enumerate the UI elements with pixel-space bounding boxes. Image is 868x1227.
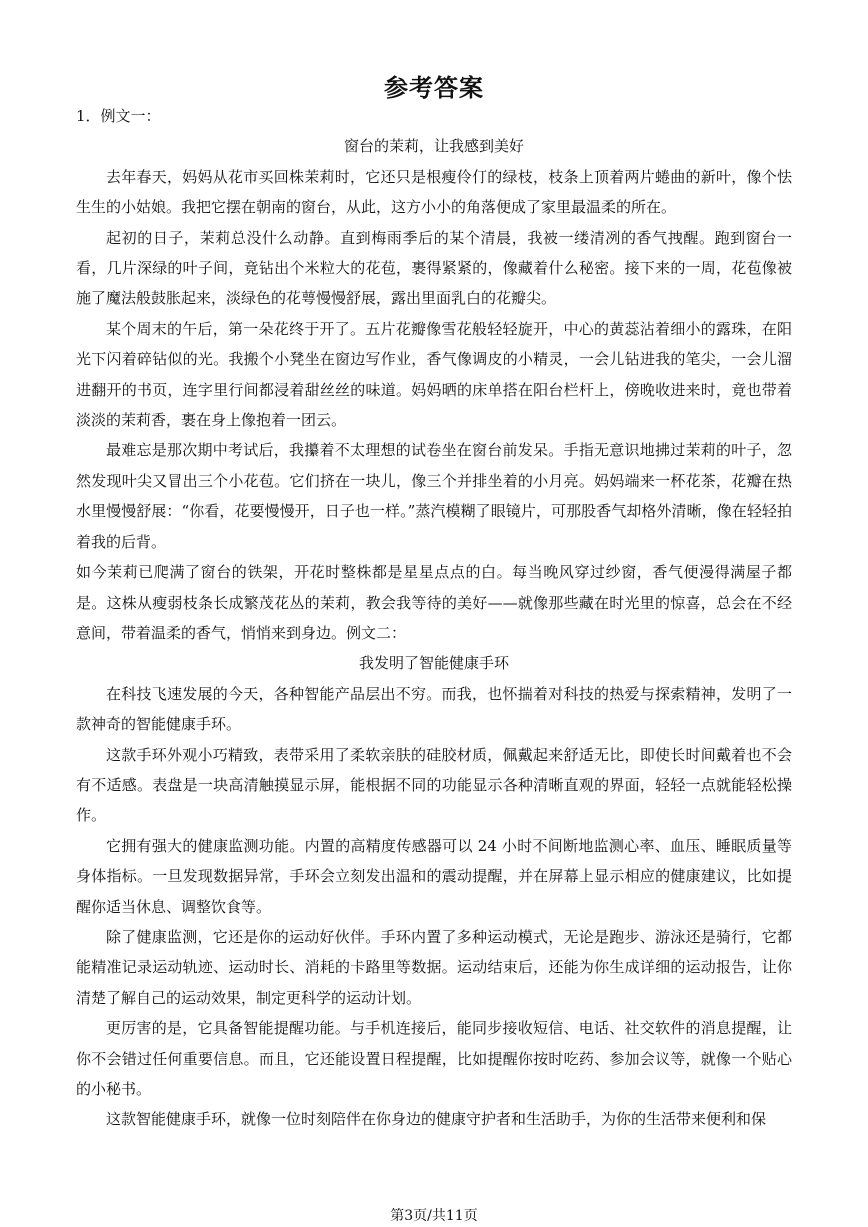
essay-two-paragraph: 这款手环外观小巧精致，表带采用了柔软亲肤的硅胶材质，佩戴起来舒适无比，即使长时间戴着也不会有不适感。表盘是一块高清触摸显示屏，能根据不同的功能显示各种清晰直观的界面，轻轻一点就能轻松操作。: [76, 745, 792, 825]
essay-two-paragraph: 它拥有强大的健康监测功能。内置的高精度传感器可以 24 小时不间断地监测心率、血压、睡眠质量等身体指标。一旦发现数据异常，手环会立刻发出温和的震动提醒，并在屏幕上显示相应的健康建议，比如提醒你适当休息、调整饮食等。: [76, 836, 792, 916]
essay-one-paragraph: 最难忘是那次期中考试后，我攥着不太理想的试卷坐在窗台前发呆。手指无意识地拂过茉莉的叶子，忽然发现叶尖又冒出三个小花苞。它们挤在一块儿，像三个并排坐着的小月亮。妈妈端来一杯花茶，花瓣在热水里慢慢舒展：“你看，花要慢慢开，日子也一样。”蒸汽模糊了眼镜片，可那股香气却格外清晰，像在轻轻拍着我的后背。: [76, 441, 792, 551]
page-number-footer: 第3页/共11页: [390, 1208, 478, 1224]
essay-two-paragraph: 除了健康监测，它还是你的运动好伙伴。手环内置了多种运动模式，无论是跑步、游泳还是骑行，它都能精准记录运动轨迹、运动时长、消耗的卡路里等数据。运动结束后，还能为你生成详细的运动报告，让你清楚了解自己的运动效果，制定更科学的运动计划。: [76, 927, 792, 1007]
essay-one-title: 窗台的茉莉，让我感到美好: [343, 137, 524, 156]
essay-one-paragraph: 去年春天，妈妈从花市买回株茉莉时，它还只是根瘦伶仃的绿枝，枝条上顶着两片蜷曲的新叶，像个怯生生的小姑娘。我把它摆在朝南的窗台，从此，这方小小的角落便成了家里最温柔的所在。: [76, 167, 792, 217]
essay-two-paragraph: 在科技飞速发展的今天，各种智能产品层出不穷。而我，也怀揣着对科技的热爱与探索精神，发明了一款神奇的智能健康手环。: [76, 684, 792, 734]
essay-two-paragraph: 更厉害的是，它具备智能提醒功能。与手机连接后，能同步接收短信、电话、社交软件的消息提醒，让你不会错过任何重要信息。而且，它还能设置日程提醒，比如提醒你按时吃药、参加会议等，就像一个贴心的小秘书。: [76, 1019, 792, 1098]
essay-two-title: 我发明了智能健康手环: [358, 654, 509, 673]
question-number-label: 1．例文一：: [76, 107, 161, 125]
essay-one-paragraph: 起初的日子，茉莉总没什么动静。直到梅雨季后的某个清晨，我被一缕清冽的香气拽醒。跑到窗台一看，几片深绿的叶子间，竟钻出个米粒大的花苞，裹得紧紧的，像藏着什么秘密。接下来的一周，花苞像被施了魔法般鼓胀起来，淡绿色的花萼慢慢舒展，露出里面乳白的花瓣尖。: [76, 228, 792, 308]
essay-one-paragraph: 某个周末的午后，第一朵花终于开了。五片花瓣像雪花般轻轻旋开，中心的黄蕊沾着细小的露珠，在阳光下闪着碎钻似的光。我搬个小凳坐在窗边写作业，香气像调皮的小精灵，一会儿钻进我的笔尖，一会儿溜进翻开的书页，连字里行间都浸着甜丝丝的味道。妈妈晒的床单搭在阳台栏杆上，傍晚收进来时，竟也带着淡淡的茉莉香，裹在身上像抱着一团云。: [76, 319, 792, 430]
essay-one-closing-paragraph: 如今茉莉已爬满了窗台的铁架，开花时整株都是星星点点的白。每当晚风穿过纱窗，香气便漫得满屋子都是。这株从瘦弱枝条长成繁茂花丛的茉莉，教会我等待的美好——就像那些藏在时光里的惊喜，总会在不经意间，带着温柔的香气，悄悄来到身边。例文二：: [76, 563, 792, 642]
answer-body: [76, 101, 792, 1135]
essay-two-paragraph: 这款智能健康手环，就像一位时刻陪伴在你身边的健康守护者和生活助手，为你的生活带来便利和保: [106, 1110, 767, 1129]
page-title: 参考答案: [384, 73, 484, 102]
